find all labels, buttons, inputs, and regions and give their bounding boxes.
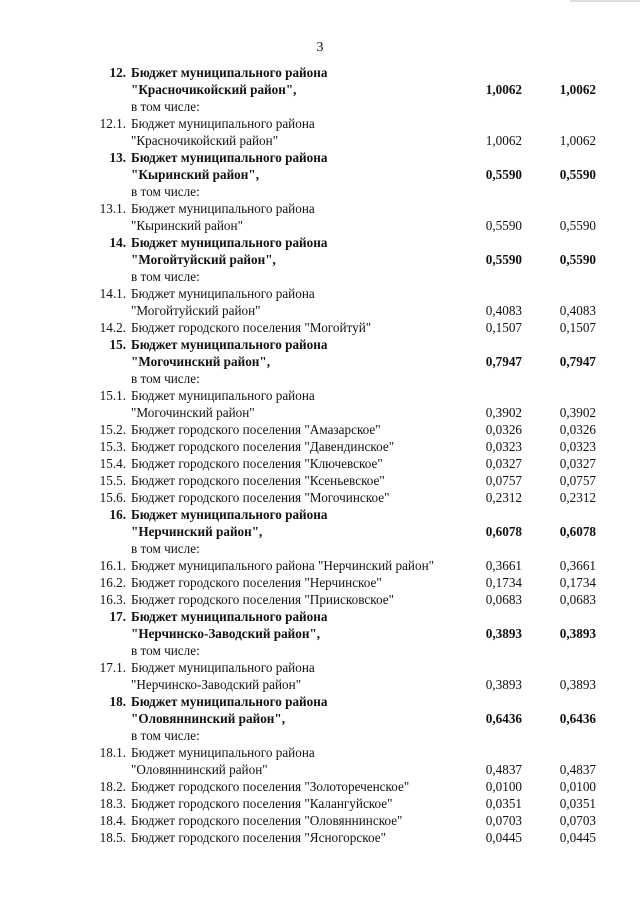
value-column-2: 0,3893 <box>559 677 596 692</box>
table-row <box>0 81 640 98</box>
table-row <box>0 336 640 353</box>
row-number: 13. <box>109 150 126 165</box>
row-label: Бюджет муниципального района <box>131 201 315 216</box>
row-number: 18.4. <box>99 813 126 828</box>
value-column-2: 0,4083 <box>559 303 596 318</box>
value-column-2: 0,0327 <box>559 456 596 471</box>
row-label: Бюджет муниципального района <box>131 388 315 403</box>
row-label: Бюджет городского поселения "Могочинское" <box>131 490 390 505</box>
table-row <box>0 608 640 625</box>
row-label: Бюджет городского поселения "Калангуйское" <box>131 796 393 811</box>
table-row <box>0 234 640 251</box>
table-row <box>0 540 640 557</box>
row-label: Бюджет муниципального района <box>131 286 315 301</box>
value-column-1: 0,3661 <box>485 558 522 573</box>
row-number: 18.3. <box>99 796 126 811</box>
row-label: Бюджет городского поселения "Ясногорское" <box>131 830 386 845</box>
page-number: 3 <box>316 40 324 55</box>
table-row <box>0 251 640 268</box>
value-column-2: 0,5590 <box>559 218 596 233</box>
table-row <box>0 795 640 812</box>
row-label: Бюджет муниципального района <box>131 235 328 250</box>
value-column-1: 0,3893 <box>485 626 522 641</box>
row-number: 14.2. <box>99 320 126 335</box>
value-column-2: 0,0323 <box>559 439 596 454</box>
value-column-1: 0,7947 <box>485 354 522 369</box>
value-column-1: 0,4083 <box>485 303 522 318</box>
table-row <box>0 370 640 387</box>
table-row <box>0 506 640 523</box>
row-label: "Нерчинско-Заводский район" <box>131 677 302 692</box>
row-number: 18.5. <box>99 830 126 845</box>
row-label: Бюджет городского поселения "Могойтуй" <box>131 320 372 335</box>
scan-edge-line <box>570 0 640 2</box>
table-row <box>0 166 640 183</box>
table-row <box>0 489 640 506</box>
table-row <box>0 268 640 285</box>
table-row <box>0 693 640 710</box>
table-row <box>0 217 640 234</box>
row-label: в том числе: <box>131 99 200 114</box>
table-row <box>0 115 640 132</box>
value-column-2: 0,5590 <box>559 252 596 267</box>
value-column-2: 0,2312 <box>559 490 596 505</box>
table-row <box>0 132 640 149</box>
value-column-1: 0,5590 <box>485 167 522 182</box>
row-label: Бюджет муниципального района <box>131 507 328 522</box>
row-label: Бюджет муниципального района <box>131 745 315 760</box>
value-column-1: 0,0351 <box>485 796 522 811</box>
row-label: Бюджет городского поселения "Приисковское" <box>131 592 394 607</box>
row-label: Бюджет городского поселения "Ксеньевское" <box>131 473 385 488</box>
value-column-1: 0,5590 <box>485 252 522 267</box>
value-column-1: 0,0323 <box>485 439 522 454</box>
row-label: "Оловяннинский район" <box>131 762 268 777</box>
table-row <box>0 557 640 574</box>
table-row <box>0 523 640 540</box>
value-column-2: 0,7947 <box>559 354 596 369</box>
table-row <box>0 404 640 421</box>
row-number: 14. <box>109 235 126 250</box>
table-row <box>0 319 640 336</box>
row-label: Бюджет городского поселения "Давендинское" <box>131 439 395 454</box>
row-number: 15.1. <box>99 388 126 403</box>
value-column-2: 0,1734 <box>559 575 596 590</box>
table-row <box>0 659 640 676</box>
value-column-2: 0,4837 <box>559 762 596 777</box>
row-number: 16. <box>109 507 126 522</box>
row-label: "Нерчинско-Заводский район", <box>131 626 321 641</box>
row-number: 12. <box>109 65 126 80</box>
value-column-1: 0,0703 <box>485 813 522 828</box>
row-label: Бюджет муниципального района <box>131 116 315 131</box>
row-number: 16.2. <box>99 575 126 590</box>
row-number: 15.5. <box>99 473 126 488</box>
table-row <box>0 421 640 438</box>
value-column-1: 1,0062 <box>485 82 522 97</box>
row-number: 15.6. <box>99 490 126 505</box>
value-column-2: 0,6078 <box>559 524 596 539</box>
row-label: Бюджет муниципального района <box>131 609 328 624</box>
value-column-1: 0,1507 <box>485 320 522 335</box>
row-number: 16.1. <box>99 558 126 573</box>
value-column-2: 0,0683 <box>559 592 596 607</box>
row-label: в том числе: <box>131 541 200 556</box>
table-row <box>0 200 640 217</box>
value-column-2: 0,0445 <box>559 830 596 845</box>
value-column-1: 0,0327 <box>485 456 522 471</box>
row-number: 15.2. <box>99 422 126 437</box>
table-row <box>0 591 640 608</box>
value-column-1: 0,5590 <box>485 218 522 233</box>
value-column-1: 0,0326 <box>485 422 522 437</box>
table-row <box>0 302 640 319</box>
row-label: в том числе: <box>131 643 200 658</box>
value-column-1: 0,3893 <box>485 677 522 692</box>
table-row <box>0 829 640 846</box>
row-label: Бюджет городского поселения "Оловяннинское" <box>131 813 403 828</box>
value-column-1: 1,0062 <box>485 133 522 148</box>
row-number: 17.1. <box>99 660 126 675</box>
row-label: Бюджет муниципального района <box>131 694 328 709</box>
value-column-1: 0,6078 <box>485 524 522 539</box>
row-label: Бюджет муниципального района "Нерчинский район" <box>131 558 435 573</box>
value-column-1: 0,4837 <box>485 762 522 777</box>
value-column-2: 0,6436 <box>559 711 596 726</box>
row-number: 15. <box>109 337 126 352</box>
row-label: Бюджет городского поселения "Золотореченское" <box>131 779 410 794</box>
table-row <box>0 387 640 404</box>
row-label: "Могочинский район", <box>131 354 271 369</box>
row-label: в том числе: <box>131 371 200 386</box>
row-label: в том числе: <box>131 728 200 743</box>
row-label: в том числе: <box>131 269 200 284</box>
table-row <box>0 744 640 761</box>
value-column-2: 0,0326 <box>559 422 596 437</box>
row-number: 18.2. <box>99 779 126 794</box>
value-column-1: 0,2312 <box>485 490 522 505</box>
row-number: 14.1. <box>99 286 126 301</box>
table-row <box>0 710 640 727</box>
table-row <box>0 285 640 302</box>
row-number: 15.4. <box>99 456 126 471</box>
value-column-2: 0,0100 <box>559 779 596 794</box>
row-label: Бюджет муниципального района <box>131 150 328 165</box>
value-column-2: 0,3661 <box>559 558 596 573</box>
value-column-1: 0,0445 <box>485 830 522 845</box>
row-label: "Могочинский район" <box>131 405 255 420</box>
table-row <box>0 574 640 591</box>
value-column-1: 0,3902 <box>485 405 522 420</box>
budget-table <box>0 64 640 846</box>
value-column-2: 0,3902 <box>559 405 596 420</box>
value-column-2: 0,0703 <box>559 813 596 828</box>
value-column-2: 0,1507 <box>559 320 596 335</box>
table-row <box>0 812 640 829</box>
row-label: Бюджет городского поселения "Нерчинское" <box>131 575 382 590</box>
value-column-2: 0,3893 <box>559 626 596 641</box>
table-row <box>0 472 640 489</box>
value-column-1: 0,0100 <box>485 779 522 794</box>
value-column-2: 0,5590 <box>559 167 596 182</box>
value-column-1: 0,0683 <box>485 592 522 607</box>
value-column-1: 0,1734 <box>485 575 522 590</box>
row-label: Бюджет муниципального района <box>131 337 328 352</box>
table-row <box>0 438 640 455</box>
table-row <box>0 183 640 200</box>
row-number: 12.1. <box>99 116 126 131</box>
row-label: "Красночикойский район", <box>131 82 297 97</box>
row-label: "Кыринский район", <box>131 167 259 182</box>
table-row <box>0 778 640 795</box>
table-row <box>0 149 640 166</box>
value-column-1: 0,0757 <box>485 473 522 488</box>
row-label: "Нерчинский район", <box>131 524 263 539</box>
row-label: Бюджет городского поселения "Ключевское" <box>131 456 383 471</box>
table-row <box>0 353 640 370</box>
row-number: 15.3. <box>99 439 126 454</box>
table-row <box>0 642 640 659</box>
value-column-2: 1,0062 <box>559 82 596 97</box>
row-label: "Кыринский район" <box>131 218 243 233</box>
table-row <box>0 64 640 81</box>
table-row <box>0 455 640 472</box>
row-number: 18. <box>109 694 126 709</box>
row-number: 18.1. <box>99 745 126 760</box>
row-label: "Красночикойский район" <box>131 133 279 148</box>
row-label: "Могойтуйский район" <box>131 303 261 318</box>
row-label: "Могойтуйский район", <box>131 252 276 267</box>
row-label: "Оловяннинский район", <box>131 711 285 726</box>
value-column-2: 0,0757 <box>559 473 596 488</box>
row-number: 13.1. <box>99 201 126 216</box>
table-row <box>0 98 640 115</box>
table-row <box>0 625 640 642</box>
table-row <box>0 727 640 744</box>
value-column-2: 1,0062 <box>559 133 596 148</box>
value-column-2: 0,0351 <box>559 796 596 811</box>
row-number: 17. <box>109 609 126 624</box>
value-column-1: 0,6436 <box>485 711 522 726</box>
row-number: 16.3. <box>99 592 126 607</box>
row-label: Бюджет городского поселения "Амазарское" <box>131 422 381 437</box>
row-label: в том числе: <box>131 184 200 199</box>
table-row <box>0 676 640 693</box>
table-row <box>0 761 640 778</box>
row-label: Бюджет муниципального района <box>131 660 315 675</box>
row-label: Бюджет муниципального района <box>131 65 328 80</box>
